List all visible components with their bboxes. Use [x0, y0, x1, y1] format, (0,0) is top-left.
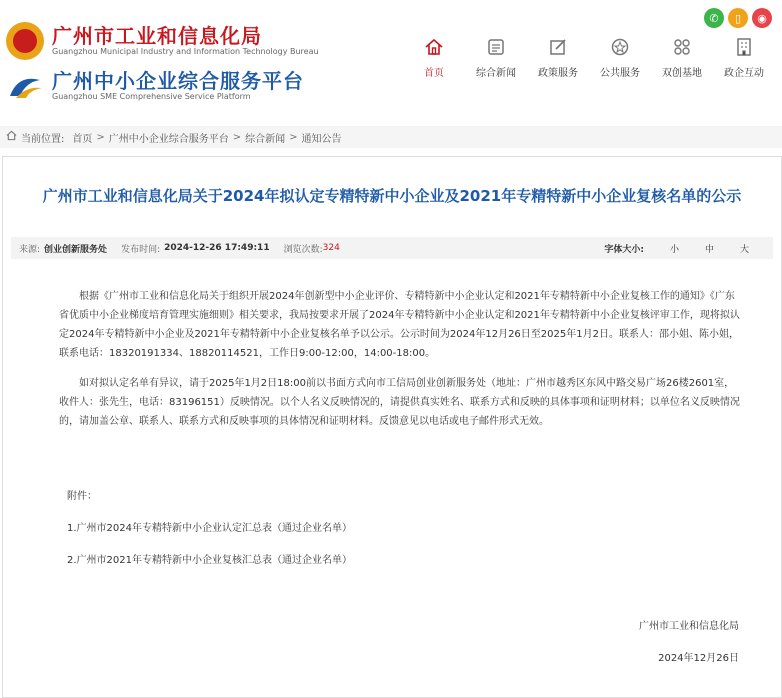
- article-paragraph: 根据《广州市工业和信息化局关于组织开展2024年创新型中小企业评价、专精特新中小企业认定和2021年专精特新中小企业复核工作的通知》《广东省优质中小企业梯度培育管理实施细则》相关要求，我局按要求开展了2024年专精特新中小企业认定和2021年专精特新中小企业复核评审工作，现将拟认定2024年专精特新中小企业及2021年专精特新中小企业复核名单予以公示。公示时间为2024年12月26日至2025年1月2日。联系人：邵小姐、陈小姐，联系电话：18320191334、18820114521，工作日9:00-12:00，14:00-18:00。: [59, 291, 740, 359]
- attachment-link[interactable]: 2.广州市2021年专精特新中小企业复核汇总表（通过企业名单）: [67, 555, 352, 566]
- font-size-large-button[interactable]: 大: [739, 244, 749, 255]
- source-label: 来源:: [19, 244, 41, 255]
- bureau-logo[interactable]: [6, 22, 319, 60]
- views-count: 324: [322, 243, 340, 253]
- bureau-name-cn: 广州市工业和信息化局: [52, 24, 262, 48]
- platform-name-cn: 广州中小企业综合服务平台: [52, 69, 304, 93]
- breadcrumb-separator: >: [289, 131, 298, 143]
- article-title: 广州市工业和信息化局关于2024年拟认定专精特新中小企业及2021年专精特新中小企业复核名单的公示: [42, 187, 742, 205]
- policy-icon: [547, 36, 569, 58]
- attachment-link[interactable]: 1.广州市2024年专精特新中小企业认定汇总表（通过企业名单）: [67, 523, 352, 534]
- article-meta: [11, 237, 773, 259]
- breadcrumb-notices[interactable]: 通知公告: [301, 133, 342, 145]
- article-paragraph: 如对拟认定名单有异议，请于2025年1月2日18:00前以书面方式向市工信局创业创新服务处（地址：广州市越秀区东风中路交易广场26楼2601室，收件人：张先生，电话：83196151）反映情况。以个人名义反映情况的，请提供真实姓名、联系方式和反映的具体事项和证明材料；以单位名义反映情况的，请加盖公章、联系人、联系方式和反映事项的具体情况和证明材料。反馈意见以电话或电子邮件形式无效。: [59, 378, 740, 427]
- signature-org: 广州市工业和信息化局: [639, 621, 739, 632]
- nav-policy-label: 政策服务: [538, 68, 578, 79]
- breadcrumb-separator: >: [96, 131, 105, 143]
- interaction-icon: [733, 36, 755, 58]
- views-label: 浏览次数:: [283, 244, 323, 255]
- weibo-icon[interactable]: ◉: [752, 8, 772, 28]
- nav-news-label: 综合新闻: [476, 68, 516, 79]
- nav-policy[interactable]: [527, 36, 589, 79]
- nav-base[interactable]: [651, 36, 713, 79]
- platform-logo[interactable]: [6, 70, 304, 102]
- signature-date: 2024年12月26日: [658, 653, 739, 664]
- breadcrumb: [0, 126, 782, 148]
- platform-name-en: Guangzhou SME Comprehensive Service Platform: [52, 92, 251, 101]
- time-value: 2024-12-26 17:49:11: [164, 243, 270, 253]
- emblem-icon: [6, 22, 44, 60]
- breadcrumb-platform[interactable]: 广州中小企业综合服务平台: [108, 133, 229, 145]
- nav-interaction[interactable]: [713, 36, 775, 79]
- font-size-medium-button[interactable]: 中: [704, 244, 714, 255]
- article-body: [59, 287, 743, 442]
- nav-public-service[interactable]: [589, 36, 651, 79]
- news-icon: [485, 36, 507, 58]
- main-nav: [403, 36, 775, 79]
- font-size-label: 字体大小:: [604, 244, 644, 255]
- nav-public-service-label: 公共服务: [600, 68, 640, 79]
- nav-interaction-label: 政企互动: [724, 68, 764, 79]
- font-size-control: [604, 242, 749, 255]
- nav-home[interactable]: [403, 36, 465, 79]
- home-icon: [423, 36, 445, 58]
- base-icon: [671, 36, 693, 58]
- site-header: [0, 0, 782, 118]
- public-service-icon: [609, 36, 631, 58]
- location-home-icon: [6, 130, 17, 144]
- nav-news[interactable]: [465, 36, 527, 79]
- mobile-icon[interactable]: ▯: [728, 8, 748, 28]
- wechat-icon[interactable]: ✆: [704, 8, 724, 28]
- source-value: 创业创新服务处: [44, 244, 108, 255]
- font-size-small-button[interactable]: 小: [669, 244, 679, 255]
- nav-base-label: 双创基地: [662, 68, 702, 79]
- bureau-name-en: Guangzhou Municipal Industry and Information Technology Bureau: [52, 47, 319, 56]
- attachments-label: 附件：: [67, 491, 97, 502]
- social-links: [704, 8, 772, 28]
- breadcrumb-separator: >: [232, 131, 242, 143]
- sme-logo-icon: [6, 70, 44, 102]
- article-panel: [2, 156, 782, 698]
- breadcrumb-news[interactable]: 综合新闻: [245, 133, 286, 145]
- time-label: 发布时间:: [121, 244, 161, 255]
- breadcrumb-prefix: 当前位置:: [21, 133, 65, 145]
- breadcrumb-home[interactable]: 首页: [72, 133, 93, 145]
- nav-home-label: 首页: [424, 68, 444, 79]
